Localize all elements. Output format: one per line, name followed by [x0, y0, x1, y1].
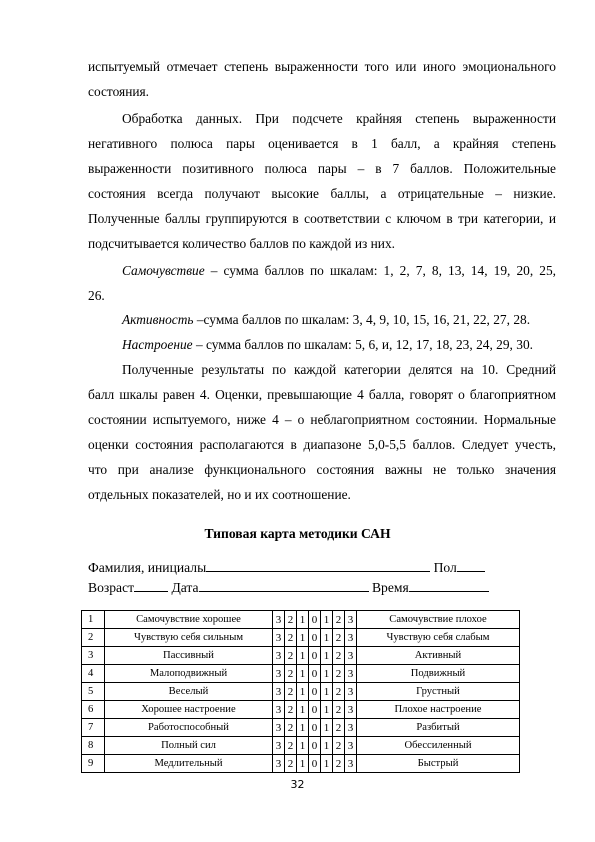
- date-label: Дата: [171, 580, 199, 595]
- scale-score-cell[interactable]: 1: [321, 737, 333, 755]
- paragraph-results: [88, 357, 556, 507]
- text-line: Обработка данных. При подсчете крайняя степень выраженности: [122, 111, 556, 126]
- page-number: 32: [290, 778, 305, 791]
- table-row: [82, 737, 520, 755]
- scale-score-cell[interactable]: 3: [273, 665, 285, 683]
- term-wellbeing: Самочувствие: [122, 263, 205, 278]
- row-number: 5: [82, 683, 105, 701]
- text-line: оценки состояния располагаются в диапазоне 5,0-5,5 баллов. Следует учесть,: [88, 437, 556, 452]
- scale-score-cell[interactable]: 2: [333, 629, 345, 647]
- scale-score-cell[interactable]: 3: [273, 719, 285, 737]
- text-line: состоянии испытуемого, ниже 4 – о неблагоприятном состоянии. Нормальные: [88, 412, 556, 427]
- scale-score-cell[interactable]: 1: [321, 701, 333, 719]
- text-line: [88, 332, 556, 357]
- scale-score-cell[interactable]: 1: [321, 611, 333, 629]
- table-row: [82, 647, 520, 665]
- row-number: 8: [82, 737, 105, 755]
- scale-score-cell[interactable]: 0: [309, 683, 321, 701]
- scale-score-cell[interactable]: 1: [297, 683, 309, 701]
- scale-score-cell[interactable]: 2: [285, 719, 297, 737]
- scale-score-cell[interactable]: 1: [321, 629, 333, 647]
- age-label: Возраст: [88, 580, 135, 595]
- right-pole-label: Разбитый: [357, 719, 520, 737]
- paragraph-mood: [88, 332, 556, 357]
- text-line: что при анализе функционального состояния важны не только значения: [88, 462, 556, 477]
- scale-score-cell[interactable]: 1: [297, 665, 309, 683]
- right-pole-label: Обессиленный: [357, 737, 520, 755]
- activity-scales: –сумма баллов по шкалам: 3, 4, 9, 10, 15, 16, 21, 22, 27, 28.: [193, 312, 531, 327]
- scale-score-cell[interactable]: 3: [345, 719, 357, 737]
- scale-score-cell[interactable]: 2: [285, 647, 297, 665]
- time-label: Время: [371, 580, 409, 595]
- paragraph-intro: [88, 54, 556, 104]
- left-pole-label: Малоподвижный: [105, 665, 273, 683]
- right-pole-label: Активный: [357, 647, 520, 665]
- scale-score-cell[interactable]: 2: [285, 737, 297, 755]
- scale-score-cell[interactable]: 3: [345, 755, 357, 773]
- row-number: 1: [82, 611, 105, 629]
- scale-score-cell[interactable]: 3: [273, 629, 285, 647]
- table-row: [82, 611, 520, 629]
- scale-score-cell[interactable]: 0: [309, 737, 321, 755]
- table-row: [82, 683, 520, 701]
- scale-score-cell[interactable]: 1: [321, 683, 333, 701]
- right-pole-label: Самочувствие плохое: [357, 611, 520, 629]
- form-title: Типовая карта методики САН: [204, 526, 391, 541]
- text-line: 26.: [88, 288, 105, 303]
- scale-score-cell[interactable]: 3: [273, 611, 285, 629]
- table-row: [82, 755, 520, 773]
- text-line: испытуемый отмечает степень выраженности того или иного эмоционального: [88, 59, 556, 74]
- scale-score-cell[interactable]: 3: [273, 755, 285, 773]
- scale-score-cell[interactable]: 3: [345, 665, 357, 683]
- form-line-name-sex: [88, 559, 485, 576]
- wellbeing-scales: – сумма баллов по шкалам: 1, 2, 7, 8, 13, 14, 19, 20, 25,: [204, 263, 556, 278]
- scale-score-cell[interactable]: 1: [297, 647, 309, 665]
- text-line: Полученные баллы группируются в соответствии с ключом в три категории, и: [88, 211, 556, 226]
- scale-score-cell[interactable]: 1: [321, 665, 333, 683]
- scale-score-cell[interactable]: 0: [309, 647, 321, 665]
- scale-score-cell[interactable]: 1: [321, 647, 333, 665]
- text-line: отдельных показателей, но и их соотношение.: [88, 487, 351, 502]
- mood-scales: – сумма баллов по шкалам: 5, 6, и, 12, 17, 18, 23, 24, 29, 30.: [192, 337, 533, 352]
- scale-score-cell[interactable]: 2: [285, 665, 297, 683]
- scale-score-cell[interactable]: 2: [285, 629, 297, 647]
- table-row: [82, 629, 520, 647]
- scale-score-cell[interactable]: 2: [333, 701, 345, 719]
- scale-score-cell[interactable]: 2: [333, 647, 345, 665]
- scale-score-cell[interactable]: 3: [273, 647, 285, 665]
- right-pole-label: Подвижный: [357, 665, 520, 683]
- scale-score-cell[interactable]: 1: [297, 701, 309, 719]
- scale-score-cell[interactable]: 2: [333, 683, 345, 701]
- san-table-body: [82, 611, 520, 773]
- scale-score-cell[interactable]: 0: [309, 701, 321, 719]
- row-number: 6: [82, 701, 105, 719]
- row-number: 3: [82, 647, 105, 665]
- scale-score-cell[interactable]: 1: [297, 719, 309, 737]
- right-pole-label: Плохое настроение: [357, 701, 520, 719]
- scale-score-cell[interactable]: 2: [333, 719, 345, 737]
- text-line: [88, 258, 556, 283]
- scale-score-cell[interactable]: 2: [333, 611, 345, 629]
- name-label: Фамилия, инициалы: [88, 560, 207, 575]
- name-field[interactable]: [206, 559, 430, 572]
- table-row: [82, 701, 520, 719]
- text-line: состояния всегда получают высокие баллы, а отрицательные – низкие.: [88, 186, 556, 201]
- text-line: балл шкалы равен 4. Оценки, превышающие 4 балла, говорят о благоприятном: [88, 387, 556, 402]
- time-field[interactable]: [409, 579, 489, 592]
- left-pole-label: Веселый: [105, 683, 273, 701]
- scale-score-cell[interactable]: 3: [345, 629, 357, 647]
- scale-score-cell[interactable]: 3: [273, 701, 285, 719]
- paragraph-activity: [88, 307, 556, 332]
- scale-score-cell[interactable]: 3: [345, 647, 357, 665]
- scale-score-cell[interactable]: 3: [273, 737, 285, 755]
- age-field[interactable]: [134, 579, 168, 592]
- scale-score-cell[interactable]: 0: [309, 719, 321, 737]
- scale-score-cell[interactable]: 2: [285, 755, 297, 773]
- left-pole-label: Работоспособный: [105, 719, 273, 737]
- left-pole-label: Медлительный: [105, 755, 273, 773]
- scale-score-cell[interactable]: 0: [309, 755, 321, 773]
- table-row: [82, 719, 520, 737]
- right-pole-label: Грустный: [357, 683, 520, 701]
- san-scale-table: [81, 610, 520, 773]
- table-row: [82, 665, 520, 683]
- scale-score-cell[interactable]: 0: [309, 629, 321, 647]
- term-mood: Настроение: [122, 337, 193, 352]
- scale-score-cell[interactable]: 2: [285, 683, 297, 701]
- scale-score-cell[interactable]: 2: [285, 611, 297, 629]
- left-pole-label: Хорошее настроение: [105, 701, 273, 719]
- row-number: 7: [82, 719, 105, 737]
- scale-score-cell[interactable]: 1: [297, 755, 309, 773]
- text-line: состояния.: [88, 84, 150, 99]
- scale-score-cell[interactable]: 1: [297, 629, 309, 647]
- sex-label: Пол: [433, 560, 457, 575]
- scale-score-cell[interactable]: 3: [345, 611, 357, 629]
- paragraph-processing: [88, 106, 556, 256]
- text-line: негативного полюса пары оценивается в 1 балл, а крайняя степень: [88, 136, 556, 151]
- text-line: выраженности позитивного полюса пары – в 7 баллов. Положительные: [88, 161, 556, 176]
- sex-field[interactable]: [457, 559, 485, 572]
- left-pole-label: Пассивный: [105, 647, 273, 665]
- scale-score-cell[interactable]: 1: [321, 755, 333, 773]
- row-number: 9: [82, 755, 105, 773]
- scale-score-cell[interactable]: 3: [273, 683, 285, 701]
- scale-score-cell[interactable]: 3: [345, 737, 357, 755]
- scale-score-cell[interactable]: 1: [297, 737, 309, 755]
- scale-score-cell[interactable]: 3: [345, 683, 357, 701]
- left-pole-label: Полный сил: [105, 737, 273, 755]
- scale-score-cell[interactable]: 2: [333, 665, 345, 683]
- row-number: 4: [82, 665, 105, 683]
- scale-score-cell[interactable]: 2: [333, 755, 345, 773]
- date-field[interactable]: [199, 579, 369, 592]
- term-activity: Активность: [122, 312, 194, 327]
- scale-score-cell[interactable]: 2: [285, 701, 297, 719]
- form-line-age-date-time: [88, 579, 489, 596]
- paragraph-wellbeing: [88, 258, 556, 308]
- text-line: [88, 307, 556, 332]
- right-pole-label: Быстрый: [357, 755, 520, 773]
- text-line: подсчитывается количество баллов по каждой из них.: [88, 236, 395, 251]
- right-pole-label: Чувствую себя слабым: [357, 629, 520, 647]
- scale-score-cell[interactable]: 0: [309, 611, 321, 629]
- scale-score-cell[interactable]: 2: [333, 737, 345, 755]
- text-line: Полученные результаты по каждой категории делятся на 10. Средний: [122, 362, 556, 377]
- row-number: 2: [82, 629, 105, 647]
- scale-score-cell[interactable]: 0: [309, 665, 321, 683]
- scale-score-cell[interactable]: 3: [345, 701, 357, 719]
- scale-score-cell[interactable]: 1: [321, 719, 333, 737]
- left-pole-label: Чувствую себя сильным: [105, 629, 273, 647]
- scale-score-cell[interactable]: 1: [297, 611, 309, 629]
- left-pole-label: Самочувствие хорошее: [105, 611, 273, 629]
